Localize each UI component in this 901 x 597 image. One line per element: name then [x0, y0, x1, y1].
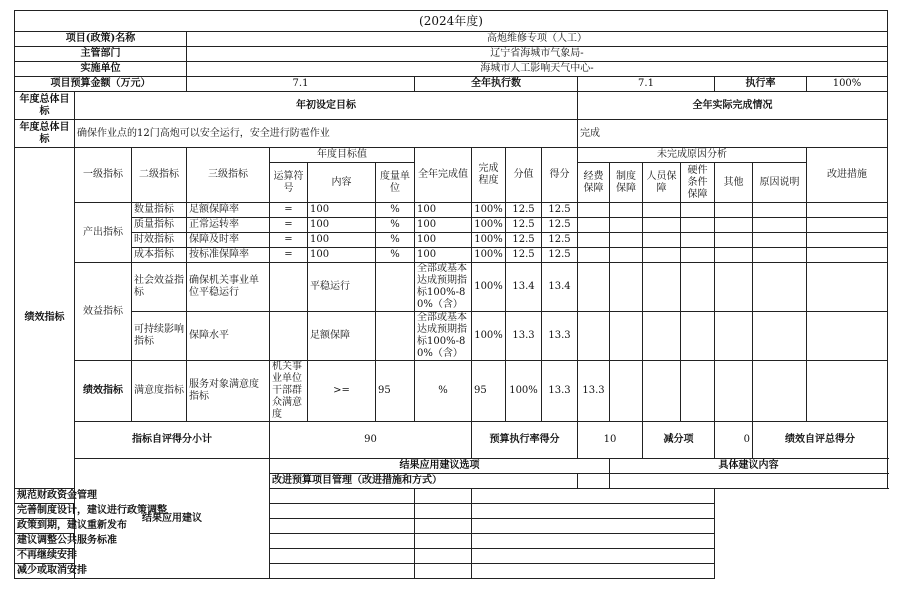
col-reason: 原因说明: [753, 163, 807, 203]
suggestion-item: 改进预算项目管理（改进措施和方式）: [270, 474, 578, 489]
cell-value: 13.4: [506, 263, 542, 312]
cell-content: 100: [308, 218, 376, 233]
budget-label: 项目预算金额（万元）: [15, 77, 187, 92]
cell-op: =: [270, 248, 308, 263]
cell-l3: 确保机关事业单位平稳运行: [187, 263, 270, 312]
col-completion: 完成程度: [472, 148, 506, 203]
list-item: [15, 549, 888, 564]
suggestion-detail[interactable]: [472, 519, 715, 534]
col-hardware: 硬件条件保障: [681, 163, 715, 203]
cell-completion: 100%: [472, 218, 506, 233]
exec-rate-label: 执行率: [715, 77, 807, 92]
cell-l2: 时效指标: [132, 233, 187, 248]
col-score: 得分: [542, 148, 578, 203]
cell-score: 12.5: [542, 248, 578, 263]
table-row: [15, 233, 888, 248]
col-content: 内容: [308, 163, 376, 203]
dept-value: 辽宁省海城市气象局-: [187, 47, 888, 62]
cell-value: 12.5: [506, 233, 542, 248]
benefit-group-label: 效益指标: [75, 263, 132, 361]
subtotal-label: 指标自评得分小计: [75, 422, 270, 459]
impl-unit-label: 实施单位: [15, 62, 187, 77]
suggestion-item: 规范财政资金管理: [15, 489, 415, 504]
result-application-label: 结果应用建议: [75, 459, 270, 579]
cell-l3: 正常运转率: [187, 218, 270, 233]
output-group-label: 产出指标: [75, 203, 132, 263]
cell-actual: 100: [415, 218, 472, 233]
initial-goal-header: 年初设定目标: [75, 92, 578, 120]
col-actual-value: 全年完成值: [415, 148, 472, 203]
project-name-value: 高炮维修专项（人工）: [187, 32, 888, 47]
actual-completion-text: 完成: [578, 120, 888, 148]
suggestion-detail[interactable]: [472, 504, 715, 519]
suggestion-item: 政策到期，建议重新发布: [15, 519, 415, 534]
suggestion-checkbox[interactable]: [415, 504, 472, 519]
cell-l2: 社会效益指标: [132, 263, 187, 312]
table-row: [15, 218, 888, 233]
col-unit: 度量单位: [376, 163, 415, 203]
cell-unit: [376, 263, 415, 312]
col-improve: 改进措施: [807, 148, 888, 203]
cell-actual: 全部或基本达成预期指标100%-80%（含）: [415, 312, 472, 361]
suggestion-detail[interactable]: [472, 564, 715, 579]
suggestion-item: 不再继续安排: [15, 549, 415, 564]
cell-content: 100: [308, 203, 376, 218]
overall-goal-label: 年度总体目标: [15, 92, 75, 120]
budget-value: 7.1: [187, 77, 415, 92]
performance-evaluation-table: [14, 10, 888, 579]
cell-actual: 100: [415, 203, 472, 218]
col-fund: 经费保障: [578, 163, 610, 203]
col-score-value: 分值: [506, 148, 542, 203]
project-name-label: 项目(政策)名称: [15, 32, 187, 47]
cell-op: [270, 263, 308, 312]
list-item: [15, 534, 888, 549]
cell-op: =: [270, 203, 308, 218]
col-level3: 三级指标: [187, 148, 270, 203]
cell-l2: 成本指标: [132, 248, 187, 263]
list-item: [15, 504, 888, 519]
cell-unit: %: [376, 248, 415, 263]
cell-actual: 95: [472, 361, 506, 422]
suggestion-checkbox[interactable]: [415, 564, 472, 579]
cell-unit: [376, 312, 415, 361]
table-row: [15, 312, 888, 361]
cell-completion: 100%: [472, 233, 506, 248]
cell-value: 12.5: [506, 218, 542, 233]
suggestion-item: 完善制度设计，建议进行政策调整: [15, 504, 415, 519]
cell-l1: 满意度指标: [132, 361, 187, 422]
table-row: [15, 248, 888, 263]
cell-l3: 保障水平: [187, 312, 270, 361]
actual-completion-header: 全年实际完成情况: [578, 92, 888, 120]
perf-indicator-label-2: 绩效指标: [75, 361, 132, 422]
deduct-label: 减分项: [643, 422, 715, 459]
cell-score: 13.4: [542, 263, 578, 312]
cell-unit: %: [376, 233, 415, 248]
col-system: 制度保障: [610, 163, 643, 203]
col-level1: 一级指标: [75, 148, 132, 203]
perf-indicator-label: 绩效指标: [15, 148, 75, 489]
suggestion-checkbox[interactable]: [415, 519, 472, 534]
suggestion-detail-header: 具体建议内容: [610, 459, 888, 474]
cell-content: 100: [308, 233, 376, 248]
list-item: [15, 564, 888, 579]
initial-goal-text: 确保作业点的12门高炮可以安全运行，安全进行防雹作业: [75, 120, 578, 148]
col-personnel: 人员保障: [643, 163, 681, 203]
total-score-label: 绩效自评总得分: [753, 422, 888, 459]
suggestion-detail[interactable]: [472, 549, 715, 564]
exec-label: 全年执行数: [415, 77, 578, 92]
budget-score-value: 10: [578, 422, 643, 459]
list-item: [15, 489, 888, 504]
dept-label: 主管部门: [15, 47, 187, 62]
suggestion-options-header: 结果应用建议选项: [270, 459, 610, 474]
cell-content: 足额保障: [308, 312, 376, 361]
cell-op: =: [270, 233, 308, 248]
cell-l2: 可持续影响指标: [132, 312, 187, 361]
cell-completion: 100%: [472, 248, 506, 263]
cell-score: 12.5: [542, 203, 578, 218]
col-other: 其他: [715, 163, 753, 203]
cell-l2: 质量指标: [132, 218, 187, 233]
cell-score: 12.5: [542, 233, 578, 248]
cell-content: 平稳运行: [308, 263, 376, 312]
cell-score: 13.3: [542, 312, 578, 361]
cell-l2: 服务对象满意度指标: [187, 361, 270, 422]
suggestion-checkbox[interactable]: [578, 474, 610, 489]
cell-op: =: [270, 218, 308, 233]
cell-completion: 100%: [472, 312, 506, 361]
cell-l3: 按标准保障率: [187, 248, 270, 263]
col-op: 运算符号: [270, 163, 308, 203]
cell-value: 13.3: [542, 361, 578, 422]
cell-completion: 100%: [472, 263, 506, 312]
budget-score-label: 预算执行率得分: [472, 422, 578, 459]
suggestion-detail[interactable]: [610, 474, 888, 489]
cell-l3: 机关事业单位干部群众满意度: [270, 361, 308, 422]
suggestion-detail[interactable]: [472, 489, 715, 504]
cell-actual: 全部或基本达成预期指标100%-80%（含）: [415, 263, 472, 312]
suggestion-checkbox[interactable]: [415, 549, 472, 564]
cell-l2: 数量指标: [132, 203, 187, 218]
cell-op: >=: [308, 361, 376, 422]
cell-content: 95: [376, 361, 415, 422]
cell-actual: 100: [415, 233, 472, 248]
cell-completion: 100%: [472, 203, 506, 218]
suggestion-checkbox[interactable]: [415, 489, 472, 504]
suggestion-item: 减少或取消安排: [15, 564, 415, 579]
table-row: [15, 361, 888, 422]
subtotal-value: 90: [270, 422, 472, 459]
col-annual-target: 年度目标值: [270, 148, 415, 163]
table-row: [15, 263, 888, 312]
cell-actual: 100: [415, 248, 472, 263]
overall-goal-label-2: 年度总体目标: [15, 120, 75, 148]
cell-op: [270, 312, 308, 361]
cell-l3: 足额保障率: [187, 203, 270, 218]
exec-rate-value: 100%: [807, 77, 888, 92]
suggestion-checkbox[interactable]: [415, 534, 472, 549]
cell-unit: %: [415, 361, 472, 422]
page-title: (2024年度): [15, 11, 888, 32]
col-level2: 二级指标: [132, 148, 187, 203]
cell-unit: %: [376, 218, 415, 233]
cell-l3: 保障及时率: [187, 233, 270, 248]
impl-unit-value: 海城市人工影响天气中心-: [187, 62, 888, 77]
cell-value: 12.5: [506, 248, 542, 263]
cell-content: 100: [308, 248, 376, 263]
deduct-value: 0: [715, 422, 753, 459]
table-row: [15, 203, 888, 218]
cell-completion: 100%: [506, 361, 542, 422]
cell-value: 12.5: [506, 203, 542, 218]
cell-value: 13.3: [506, 312, 542, 361]
col-unfinished: 未完成原因分析: [578, 148, 807, 163]
cell-score: 12.5: [542, 218, 578, 233]
cell-score: 13.3: [578, 361, 610, 422]
suggestion-item: 建议调整公共服务标准: [15, 534, 415, 549]
exec-value: 7.1: [578, 77, 715, 92]
cell-unit: %: [376, 203, 415, 218]
suggestion-detail[interactable]: [472, 534, 715, 549]
